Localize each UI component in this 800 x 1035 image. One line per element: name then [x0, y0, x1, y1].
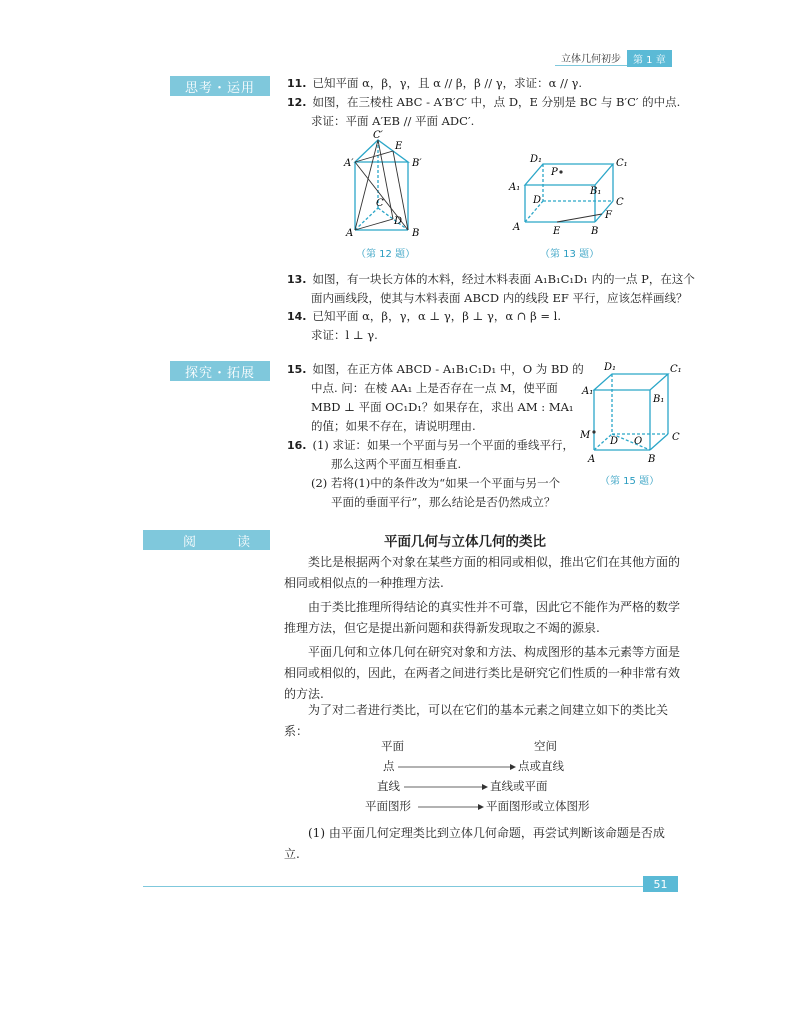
- analogy-arrow-3: [418, 803, 484, 811]
- header-chapter: 第 1 章: [627, 50, 672, 67]
- svg-text:D: D: [533, 195, 542, 206]
- analogy-right-header: 空间: [534, 739, 557, 753]
- problem-15: 15. 如图，在正方体 ABCD - A₁B₁C₁D₁ 中，O 为 BD 的 中点. 问：在棱 AA₁ 上是否存在一点 M，使平面 MBD ⊥ 平面 OC₁D₁？如果存在，求出 AM : MA₁ 的值；如果不存在，请说明理由.: [287, 362, 584, 433]
- analogy-row-2-left: 直线: [377, 779, 400, 793]
- header-title: 立体几何初步: [555, 50, 627, 66]
- svg-text:F: F: [605, 210, 612, 221]
- caption-fig13: （第 13 题）: [540, 249, 600, 260]
- analogy-arrow-1: [398, 763, 516, 771]
- caption-fig15: （第 15 题）: [600, 476, 660, 487]
- reading-paragraph-3: 平面几何和立体几何在研究对象和方法、构成图形的基本元素等方面是相同或相似的，因此，在两者之间进行类比是研究它们性质的一种非常有效的方法.: [284, 645, 681, 701]
- problem-12: 12. 如图，在三棱柱 ABC - A′B′C′ 中，点 D，E 分别是 BC 与 B′C′ 的中点. 求证：平面 A′EB // 平面 ADC′.: [287, 95, 681, 128]
- svg-text:A: A: [588, 454, 596, 465]
- svg-text:A′: A′: [344, 158, 354, 169]
- svg-text:B: B: [591, 226, 599, 237]
- svg-text:C: C: [616, 197, 624, 208]
- svg-text:A: A: [513, 222, 521, 233]
- analogy-row-3-right: 平面图形或立体图形: [486, 799, 590, 813]
- svg-text:B′: B′: [412, 158, 422, 169]
- footer-rule: [143, 886, 678, 887]
- page-number: 51: [643, 876, 678, 892]
- svg-text:A: A: [346, 228, 354, 239]
- svg-text:C₁: C₁: [670, 364, 682, 375]
- reading-paragraph-5: (1) 由平面几何定理类比到立体几何命题，再尝试判断该命题是否成立.: [284, 826, 665, 861]
- svg-text:M: M: [580, 430, 591, 441]
- reading-paragraph-4: 为了对二者进行类比，可以在它们的基本元素之间建立如下的类比关系：: [284, 703, 669, 738]
- svg-text:D: D: [394, 216, 403, 227]
- problem-11: 11. 已知平面 α，β，γ，且 α // β，β // γ，求证：α // γ.: [287, 76, 583, 90]
- svg-text:E: E: [395, 141, 403, 152]
- svg-text:B₁: B₁: [590, 186, 602, 197]
- svg-text:C′: C′: [373, 130, 383, 141]
- analogy-left-header: 平面: [381, 739, 404, 753]
- reading-paragraph-2: 由于类比推理所得结论的真实性并不可靠，因此它不能作为严格的数学推理方法，但它是提出新问题和获得新发现取之不竭的源泉.: [284, 600, 681, 635]
- problem-14: 14. 已知平面 α，β，γ，α ⊥ γ，β ⊥ γ，α ∩ β = l. 求证：l ⊥ γ.: [287, 309, 561, 342]
- section-label-think: 思考・运用: [170, 76, 270, 96]
- svg-text:A₁: A₁: [509, 182, 521, 193]
- svg-text:O: O: [634, 436, 643, 447]
- problem-13: 13. 如图，有一块长方体的木料，经过木料表面 A₁B₁C₁D₁ 内的一点 P，在这个 面内画线段，使其与木料表面 ABCD 内的线段 EF 平行，应该怎样画线？: [287, 272, 695, 305]
- analogy-arrow-2: [404, 783, 488, 791]
- svg-text:B₁: B₁: [653, 394, 665, 405]
- caption-fig12: （第 12 题）: [356, 249, 416, 260]
- figure-15: [580, 360, 690, 470]
- svg-text:A₁: A₁: [582, 386, 594, 397]
- section-label-explore: 探究・拓展: [170, 361, 270, 381]
- analogy-row-1-right: 点或直线: [518, 759, 564, 773]
- svg-text:P: P: [551, 167, 558, 178]
- svg-text:D₁: D₁: [530, 154, 543, 165]
- svg-text:B: B: [412, 228, 420, 239]
- svg-text:C₁: C₁: [616, 158, 628, 169]
- problem-16: 16. (1) 求证：如果一个平面与另一个平面的垂线平行， 那么这两个平面互相垂直. (2) 若将(1)中的条件改为“如果一个平面与另一个 平面的垂面平行”，那么结论是否仍然成立？: [287, 438, 574, 509]
- section-label-reading: 阅 读: [143, 530, 270, 550]
- running-header: [555, 50, 672, 66]
- svg-text:E: E: [553, 226, 561, 237]
- reading-title: 平面几何与立体几何的类比: [384, 534, 546, 550]
- svg-text:B: B: [648, 454, 656, 465]
- figure-13: [505, 150, 635, 240]
- figure-12: [330, 130, 450, 240]
- reading-paragraph-1: 类比是根据两个对象在某些方面的相同或相似，推出它们在其他方面的相同或相似点的一种推理方法.: [284, 555, 681, 590]
- analogy-row-3-left: 平面图形: [365, 799, 411, 813]
- svg-text:D₁: D₁: [604, 362, 617, 373]
- svg-text:D: D: [610, 436, 619, 447]
- svg-text:C: C: [672, 432, 680, 443]
- analogy-row-2-right: 直线或平面: [490, 779, 548, 793]
- svg-text:C: C: [376, 198, 384, 209]
- analogy-row-1-left: 点: [383, 759, 395, 773]
